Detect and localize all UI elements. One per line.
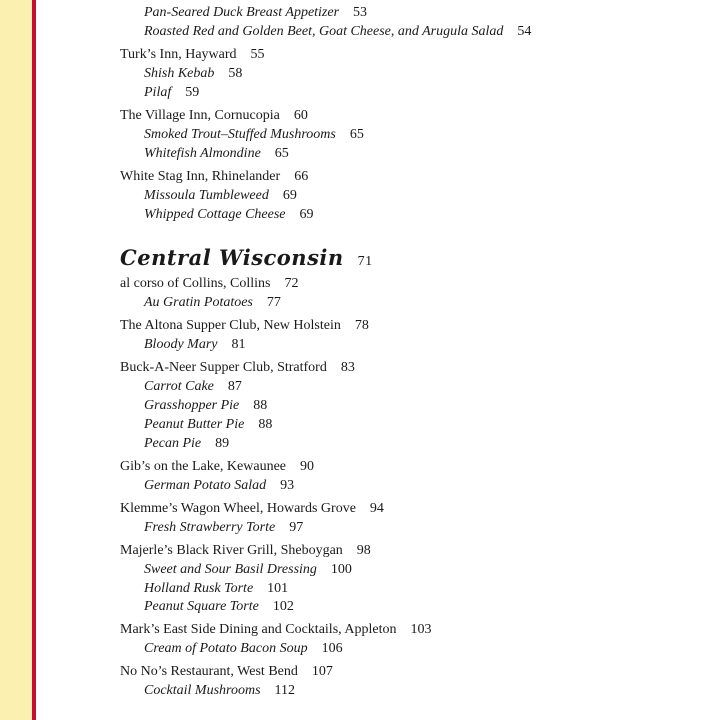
toc-venue-entry bbox=[120, 542, 371, 559]
page-number: 100 bbox=[330, 562, 352, 577]
dish-name: Cocktail Mushrooms bbox=[144, 683, 261, 698]
toc-dish-entry bbox=[144, 378, 242, 395]
toc-venue-entry bbox=[120, 663, 333, 680]
toc-dish-entry bbox=[144, 23, 531, 40]
page-number: 54 bbox=[517, 24, 532, 39]
venue-name: No No’s Restaurant, West Bend bbox=[120, 664, 298, 679]
page-number: 60 bbox=[293, 108, 308, 123]
page-number: 53 bbox=[353, 5, 368, 20]
page-number: 88 bbox=[258, 417, 273, 432]
dish-name: Sweet and Sour Basil Dressing bbox=[144, 562, 317, 577]
dish-name: Pilaf bbox=[144, 85, 172, 100]
dish-name: Bloody Mary bbox=[144, 337, 218, 352]
page-number: 103 bbox=[410, 622, 432, 637]
toc-venue-entry bbox=[120, 359, 355, 376]
page-number: 107 bbox=[311, 664, 333, 679]
page-number: 58 bbox=[228, 66, 243, 81]
dish-name: German Potato Salad bbox=[144, 478, 267, 493]
toc-dish-entry bbox=[144, 580, 288, 597]
toc-venue-entry bbox=[120, 317, 369, 334]
venue-name: Turk’s Inn, Hayward bbox=[120, 47, 237, 62]
toc-venue-entry bbox=[120, 275, 299, 292]
dish-name: Shish Kebab bbox=[144, 66, 215, 81]
dish-name: Grasshopper Pie bbox=[144, 398, 240, 413]
toc-dish-entry bbox=[144, 294, 281, 311]
page-number: 77 bbox=[266, 295, 281, 310]
toc-dish-entry bbox=[144, 435, 229, 452]
page-number: 65 bbox=[349, 127, 364, 142]
toc-dish-entry bbox=[144, 640, 343, 657]
toc-venue-entry bbox=[120, 500, 384, 517]
page-number: 106 bbox=[321, 641, 343, 656]
page-number: 112 bbox=[274, 683, 296, 698]
page-number: 81 bbox=[231, 337, 246, 352]
venue-name: The Altona Supper Club, New Holstein bbox=[120, 318, 341, 333]
page-number: 89 bbox=[215, 436, 230, 451]
page-number: 69 bbox=[282, 188, 297, 203]
dish-name: Au Gratin Potatoes bbox=[144, 295, 253, 310]
dish-name: Missoula Tumbleweed bbox=[144, 188, 269, 203]
toc-dish-entry bbox=[144, 598, 294, 615]
dish-name: Whipped Cottage Cheese bbox=[144, 207, 286, 222]
page-number: 78 bbox=[354, 318, 369, 333]
page-number: 97 bbox=[289, 520, 304, 535]
venue-name: Klemme’s Wagon Wheel, Howards Grove bbox=[120, 501, 356, 516]
toc-dish-entry bbox=[144, 145, 289, 162]
toc-dish-entry bbox=[144, 397, 267, 414]
toc-dish-entry bbox=[144, 84, 199, 101]
toc-dish-entry bbox=[144, 4, 367, 21]
dish-name: Peanut Butter Pie bbox=[144, 417, 245, 432]
page-number: 83 bbox=[340, 360, 355, 375]
venue-name: al corso of Collins, Collins bbox=[120, 276, 271, 291]
section-title: Central Wisconsin bbox=[120, 245, 344, 270]
page-number: 93 bbox=[280, 478, 295, 493]
dish-name: Peanut Square Torte bbox=[144, 599, 259, 614]
page-number: 102 bbox=[272, 599, 294, 614]
dish-name: Smoked Trout–Stuffed Mushrooms bbox=[144, 127, 336, 142]
venue-name: Majerle’s Black River Grill, Sheboygan bbox=[120, 543, 343, 558]
toc-venue-entry bbox=[120, 107, 308, 124]
section-heading bbox=[120, 245, 373, 275]
toc-dish-entry bbox=[144, 416, 272, 433]
toc-dish-entry bbox=[144, 477, 294, 494]
dish-name: Pan-Seared Duck Breast Appetizer bbox=[144, 5, 340, 20]
dish-name: Fresh Strawberry Torte bbox=[144, 520, 276, 535]
page-number: 55 bbox=[250, 47, 265, 62]
toc-venue-entry bbox=[120, 621, 431, 638]
page-number: 94 bbox=[369, 501, 384, 516]
dish-name: Carrot Cake bbox=[144, 379, 214, 394]
dish-name: Whitefish Almondine bbox=[144, 146, 261, 161]
page-number: 72 bbox=[284, 276, 299, 291]
venue-name: Mark’s East Side Dining and Cocktails, Appleton bbox=[120, 622, 397, 637]
venue-name: White Stag Inn, Rhinelander bbox=[120, 169, 281, 184]
toc-dish-entry bbox=[144, 336, 245, 353]
toc-dish-entry bbox=[144, 187, 297, 204]
page-number: 66 bbox=[294, 169, 309, 184]
toc-dish-entry bbox=[144, 65, 242, 82]
page-number: 65 bbox=[274, 146, 289, 161]
toc-dish-entry bbox=[144, 206, 314, 223]
page-number: 87 bbox=[227, 379, 242, 394]
toc-dish-entry bbox=[144, 561, 352, 578]
toc-dish-entry bbox=[144, 519, 303, 536]
toc-venue-entry bbox=[120, 458, 314, 475]
venue-name: The Village Inn, Cornucopia bbox=[120, 108, 280, 123]
toc-venue-entry bbox=[120, 168, 308, 185]
dish-name: Roasted Red and Golden Beet, Goat Cheese, and Arugula Salad bbox=[144, 24, 504, 39]
toc-dish-entry bbox=[144, 682, 295, 699]
toc-dish-entry bbox=[144, 126, 364, 143]
page-number: 101 bbox=[267, 581, 289, 596]
page-number: 88 bbox=[253, 398, 268, 413]
dish-name: Pecan Pie bbox=[144, 436, 202, 451]
page-number: 59 bbox=[185, 85, 200, 100]
section-page: 71 bbox=[357, 254, 373, 269]
dish-name: Cream of Potato Bacon Soup bbox=[144, 641, 308, 656]
page-number: 69 bbox=[299, 207, 314, 222]
page-number: 90 bbox=[300, 459, 314, 474]
venue-name: Buck-A-Neer Supper Club, Stratford bbox=[120, 360, 327, 375]
toc-venue-entry bbox=[120, 46, 265, 63]
page-number: 98 bbox=[356, 543, 371, 558]
venue-name: Gib’s on the Lake, Kewaunee bbox=[120, 459, 286, 474]
dish-name: Holland Rusk Torte bbox=[144, 581, 254, 596]
